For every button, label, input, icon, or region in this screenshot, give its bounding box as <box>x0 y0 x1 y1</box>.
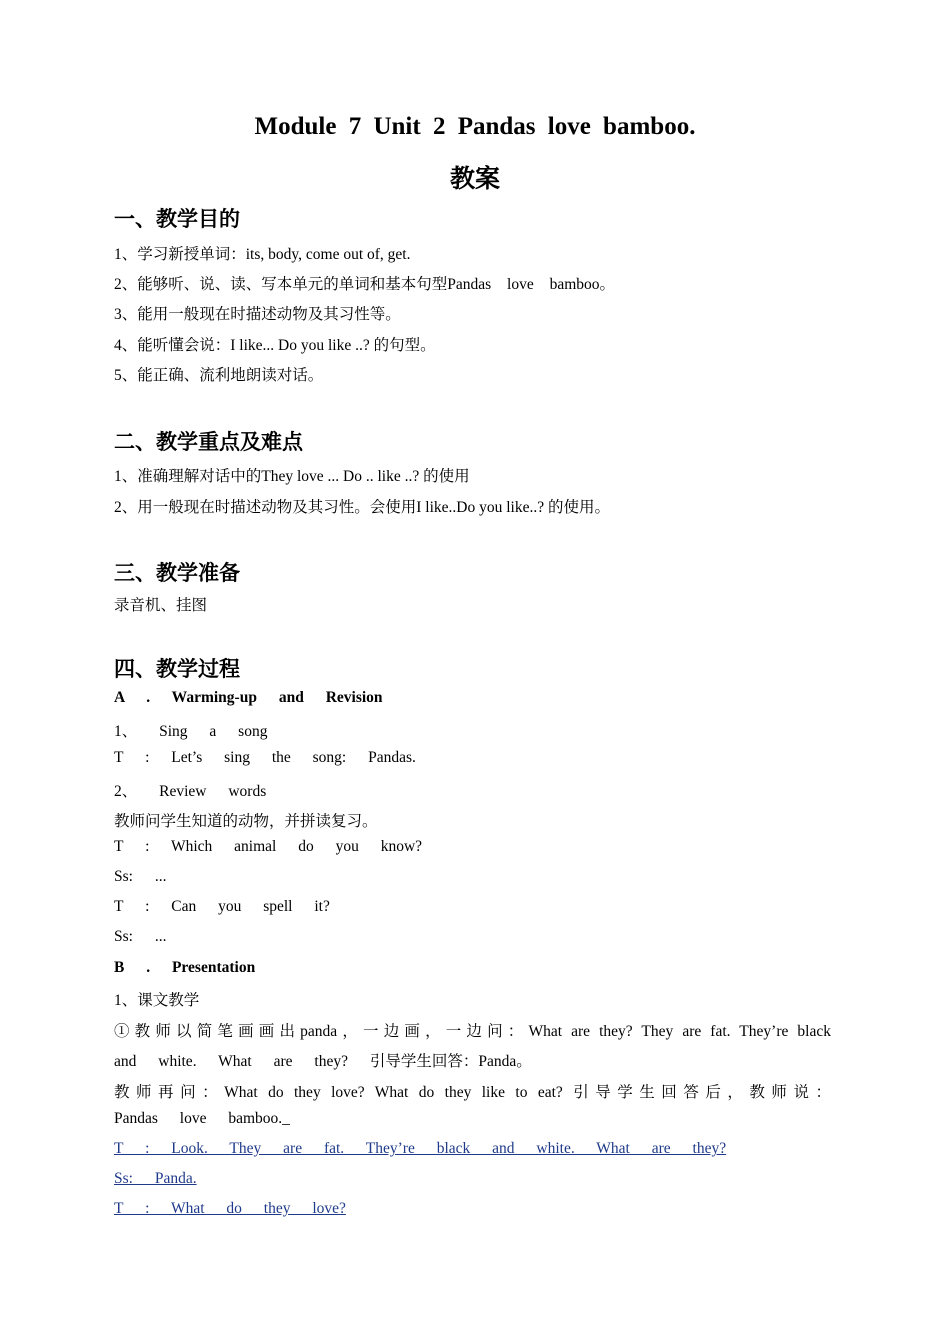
process-line: Ss: ... <box>114 928 167 945</box>
process-line: T : Let’s sing the song: Pandas. <box>114 749 416 766</box>
process-line: 教师再问：What do they love? What do they like to eat? 引导学生回答后，教师说： <box>114 1084 831 1101</box>
objective-item: 4、能听懂会说：I like... Do you like ..? 的句型。 <box>114 337 436 354</box>
dialog-line: T : Look. They are fat. They’re black and white. What are they? <box>114 1140 727 1157</box>
objective-item: 1、学习新授单词：its, body, come out of, get. <box>114 246 411 263</box>
document-title: Module 7 Unit 2 Pandas love bamboo. <box>254 113 696 140</box>
objective-item: 5、能正确、流利地朗读对话。 <box>114 367 324 384</box>
process-line: 1、课文教学 <box>114 992 200 1009</box>
process-line: ①教师以简笔画画出panda，一边画，一边问：What are they? They are fat. They’re black <box>114 1023 831 1040</box>
section-heading-objectives: 一、教学目的 <box>114 207 240 231</box>
process-line: Ss: ... <box>114 868 167 885</box>
objective-item: 2、能够听、说、读、写本单元的单词和基本句型Pandas love bamboo。 <box>114 276 616 293</box>
document-subtitle: 教案 <box>449 166 500 193</box>
section-heading-process: 四、教学过程 <box>114 657 240 681</box>
key-point-item: 2、用一般现在时描述动物及其习性。会使用I like..Do you like..? 的使用。 <box>114 499 610 516</box>
section-heading-preparation: 三、教学准备 <box>114 561 240 585</box>
process-line: T : Which animal do you know? <box>114 838 423 855</box>
dialog-line: Ss: Panda. <box>114 1170 197 1187</box>
part-a-heading: A . Warming-up and Revision <box>114 689 383 706</box>
part-b-heading: B . Presentation <box>114 959 256 976</box>
key-point-item: 1、准确理解对话中的They love ... Do .. like ..? 的使用 <box>114 468 470 485</box>
process-line: and white. What are they? 引导学生回答：Panda。 <box>114 1053 532 1070</box>
preparation-item: 录音机、挂图 <box>114 597 208 614</box>
process-line: 2、 Review words <box>114 783 267 800</box>
objective-item: 3、能用一般现在时描述动物及其习性等。 <box>114 306 401 323</box>
section-heading-key-points: 二、教学重点及难点 <box>114 430 303 454</box>
dialog-line: T : What do they love? <box>114 1200 346 1217</box>
process-line: Pandas love bamboo._ <box>114 1110 290 1127</box>
process-line: 1、 Sing a song <box>114 723 268 740</box>
process-line: T : Can you spell it? <box>114 898 330 915</box>
process-line: 教师问学生知道的动物，并拼读复习。 <box>114 813 378 830</box>
